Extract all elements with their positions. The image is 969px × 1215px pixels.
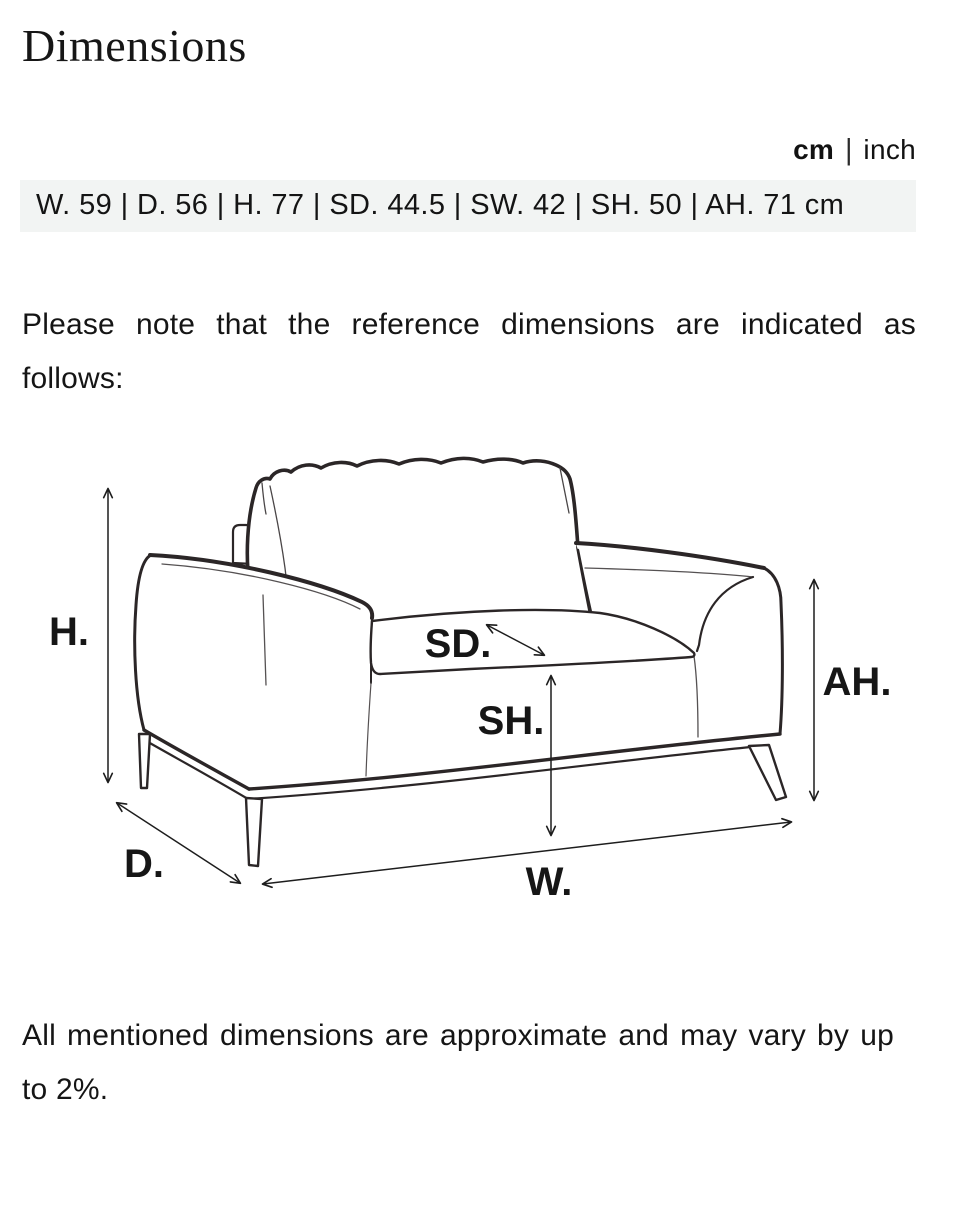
- unit-toggle: [22, 133, 916, 167]
- unit-option-inch[interactable]: inch: [863, 133, 916, 165]
- page-title: Dimensions: [22, 20, 247, 71]
- spec-bar-text: W. 59 | D. 56 | H. 77 | SD. 44.5 | SW. 42 | SH. 50 | AH. 71 cm: [36, 189, 845, 222]
- depth-label: D.: [124, 841, 164, 886]
- seat-height-label: SH.: [477, 698, 545, 743]
- dimensions-spec-bar: [20, 180, 916, 232]
- seat-depth-label: SD.: [424, 621, 492, 666]
- unit-toggle-divider: |: [845, 133, 853, 166]
- unit-option-cm[interactable]: cm: [793, 133, 835, 165]
- width-label: W.: [525, 859, 573, 904]
- disclaimer-note: All mentioned dimensions are approximate and may vary by up to 2%.: [22, 1018, 894, 1106]
- height-label: H.: [49, 609, 89, 654]
- dimension-diagram: [0, 427, 969, 939]
- arm-height-label: AH.: [822, 659, 892, 704]
- reference-note: Please note that the reference dimensions are indicated as follows:: [22, 307, 916, 395]
